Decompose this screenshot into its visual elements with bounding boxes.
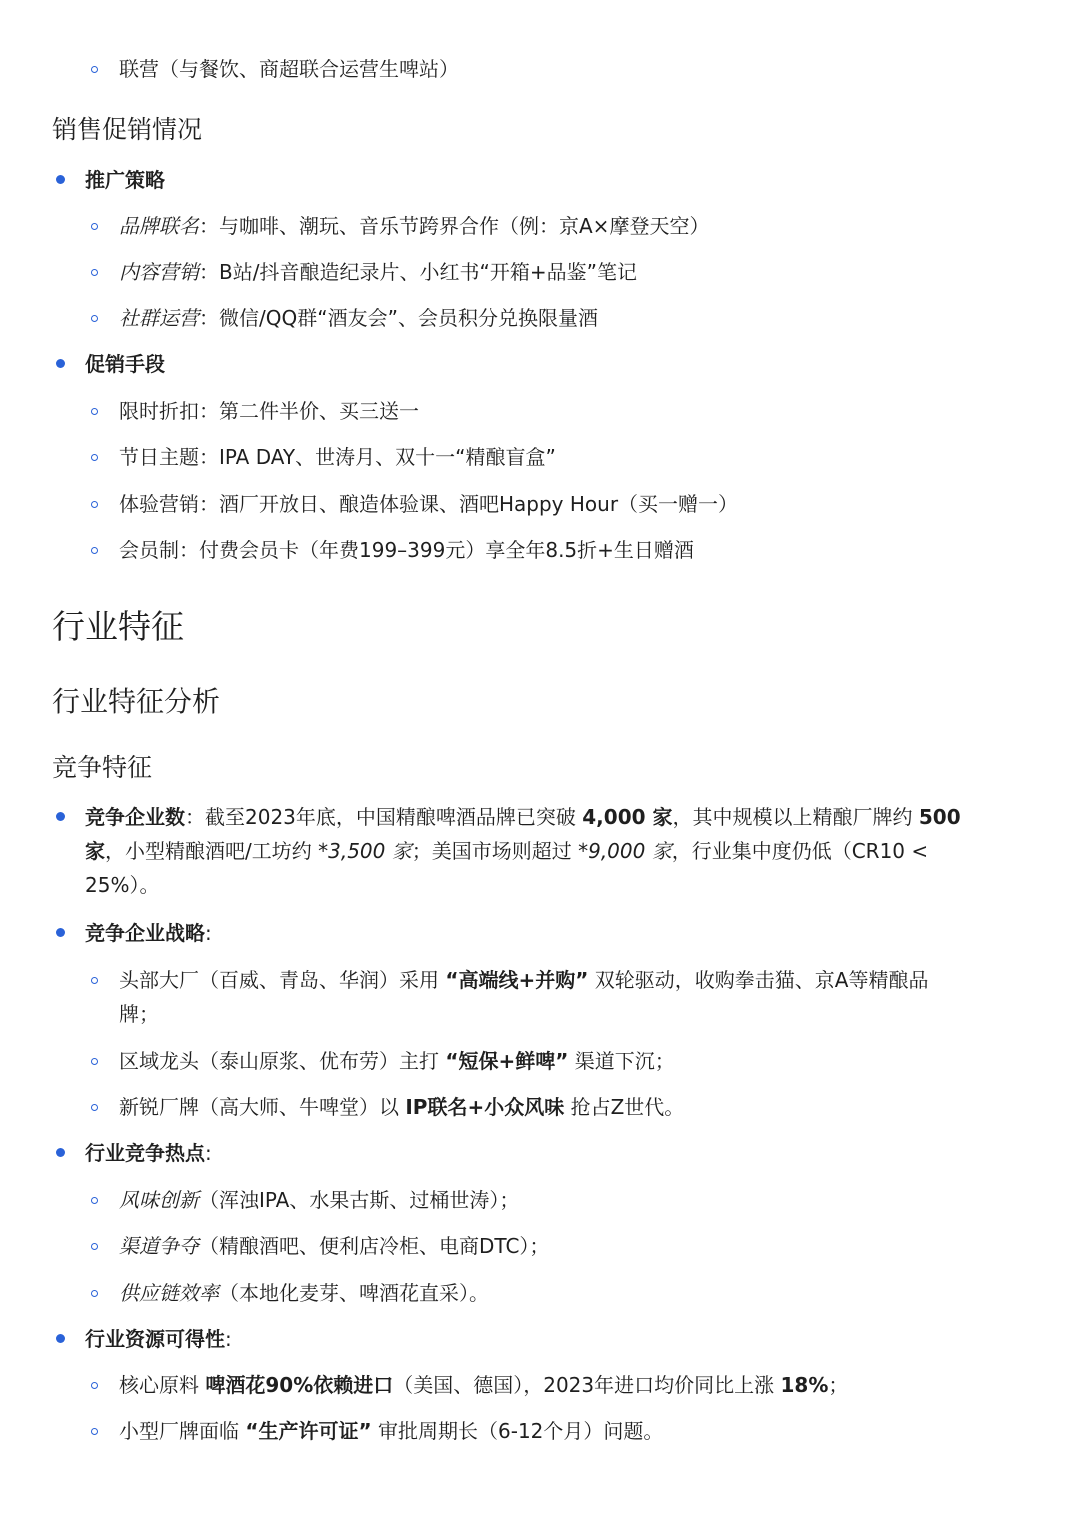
list-item-label: 推广策略 bbox=[85, 168, 165, 192]
list-item bbox=[0, 440, 1080, 474]
hollow-bullet-icon bbox=[91, 547, 98, 554]
list-item: 头部大厂（百威、青岛、华润）采用 “高端线+并购” 双轮驱动，收购拳击猫、京A等精酿品 牌； bbox=[0, 963, 1080, 1031]
list-item: 行业资源可得性: bbox=[0, 1322, 1080, 1356]
section-heading: 销售促销情况 bbox=[52, 115, 203, 144]
list-item bbox=[0, 487, 1080, 521]
bullet-icon bbox=[56, 928, 65, 937]
bullet-icon bbox=[56, 359, 65, 368]
bullet-icon bbox=[56, 1334, 65, 1343]
list-item: 社群运营：微信/QQ群“酒友会”、会员积分兑换限量酒 bbox=[0, 301, 1080, 335]
list-item: 渠道争夺（精酿酒吧、便利店冷柜、电商DTC）； bbox=[0, 1229, 1080, 1263]
list-item-label: 竞争企业战略 bbox=[85, 921, 205, 945]
hollow-bullet-icon bbox=[91, 501, 98, 508]
hollow-bullet-icon bbox=[91, 454, 98, 461]
list-item: 核心原料 啤酒花90%依赖进口（美国、德国），2023年进口均价同比上涨 18%； bbox=[0, 1368, 1080, 1402]
list-item-label: 促销手段 bbox=[85, 352, 165, 376]
list-item: 风味创新（浑浊IPA、水果古斯、过桶世涛）； bbox=[0, 1183, 1080, 1217]
hollow-bullet-icon bbox=[91, 1243, 98, 1250]
page-heading: 行业特征 bbox=[52, 607, 184, 646]
list-item: 行业竞争热点: bbox=[0, 1136, 1080, 1170]
list-item bbox=[0, 347, 1080, 381]
list-item: 新锐厂牌（高大师、牛啤堂）以 IP联名+小众风味 抢占Z世代。 bbox=[0, 1090, 1080, 1124]
subsection-heading: 竞争特征 bbox=[52, 753, 153, 782]
hollow-bullet-icon bbox=[91, 408, 98, 415]
list-item: 区域龙头（泰山原浆、优布劳）主打 “短保+鲜啤” 渠道下沉； bbox=[0, 1044, 1080, 1078]
list-item bbox=[0, 533, 1080, 567]
hollow-bullet-icon bbox=[91, 1382, 98, 1389]
list-item-text: 限时折扣：第二件半价、买三送一 bbox=[119, 399, 419, 423]
section-heading: 行业特征分析 bbox=[52, 685, 221, 718]
hollow-bullet-icon bbox=[91, 1058, 98, 1065]
list-item: 小型厂牌面临 “生产许可证” 审批周期长（6-12个月）问题。 bbox=[0, 1414, 1080, 1448]
hollow-bullet-icon bbox=[91, 315, 98, 322]
list-item-text: 节日主题：IPA DAY、世涛月、双十一“精酿盲盒” bbox=[119, 445, 556, 469]
hollow-bullet-icon bbox=[91, 1428, 98, 1435]
list-item: 品牌联名：与咖啡、潮玩、音乐节跨界合作（例：京A×摩登天空） bbox=[0, 209, 1080, 243]
hollow-bullet-icon bbox=[91, 66, 98, 73]
list-item-text: 联营（与餐饮、商超联合运营生啤站） bbox=[119, 57, 459, 81]
list-item bbox=[0, 800, 1080, 904]
bullet-icon bbox=[56, 175, 65, 184]
hollow-bullet-icon bbox=[91, 1104, 98, 1111]
list-item: 内容营销：B站/抖音酿造纪录片、小红书“开箱+品鉴”笔记 bbox=[0, 255, 1080, 289]
hollow-bullet-icon bbox=[91, 1290, 98, 1297]
item-term: 社群运营 bbox=[119, 306, 199, 330]
list-item: 供应链效率（本地化麦芽、啤酒花直采）。 bbox=[0, 1276, 1080, 1310]
list-item-label: 行业资源可得性 bbox=[85, 1327, 225, 1351]
hollow-bullet-icon bbox=[91, 977, 98, 984]
list-item-text: 体验营销：酒厂开放日、酿造体验课、酒吧Happy Hour（买一赠一） bbox=[119, 492, 739, 516]
hollow-bullet-icon bbox=[91, 1197, 98, 1204]
hollow-bullet-icon bbox=[91, 269, 98, 276]
item-term: 内容营销 bbox=[119, 260, 199, 284]
list-item-text: 竞争企业数：截至2023年底，中国精酿啤酒品牌已突破 4,000 家，其中规模以上精酿厂牌约 500 家，小型精酿酒吧/工坊约 *3,500 家；美国市场则超过 *9,000 家，行业集中度仍低（CR10 < 25%）。 bbox=[85, 805, 961, 897]
hollow-bullet-icon bbox=[91, 223, 98, 230]
list-item-text: 会员制：付费会员卡（年费199–399元）享全年8.5折+生日赠酒 bbox=[119, 538, 694, 562]
bullet-icon bbox=[56, 1148, 65, 1157]
list-item: 竞争企业战略: bbox=[0, 916, 1080, 950]
list-item bbox=[0, 163, 1080, 197]
item-term: 品牌联名 bbox=[119, 214, 199, 238]
bullet-icon bbox=[56, 812, 65, 821]
list-item bbox=[0, 394, 1080, 428]
list-item-label: 行业竞争热点 bbox=[85, 1141, 205, 1165]
list-item bbox=[0, 52, 1080, 86]
